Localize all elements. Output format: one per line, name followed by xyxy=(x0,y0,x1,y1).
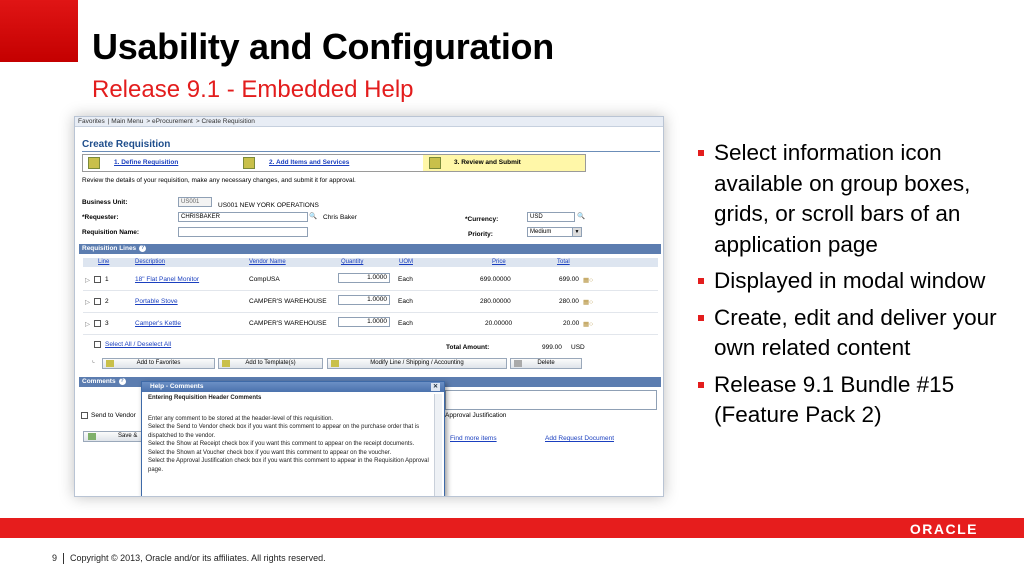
line-checkbox[interactable] xyxy=(94,298,101,305)
help-line: Select the Show at Receipt check box if you want this comment to appear on the receipt documents. xyxy=(148,441,415,447)
instructions-text: Review the details of your requisition, make any necessary changes, and submit it for approval. xyxy=(82,177,356,184)
line-vendor: CAMPER'S WAREHOUSE xyxy=(249,298,327,305)
help-heading: Entering Requisition Header Comments xyxy=(148,395,262,401)
breadcrumb-create-requisition[interactable]: Create Requisition xyxy=(201,118,255,125)
bullet-item: Select information icon available on group boxes, grids, or scroll bars of an application page xyxy=(696,138,1018,260)
line-price: 280.00000 xyxy=(480,298,511,305)
help-line: Select the Send to Vendor check box if you want this comment to appear on the purchase order that is dispatched to the vendor. xyxy=(148,424,420,439)
help-modal xyxy=(141,381,445,497)
business-unit-desc: US001 NEW YORK OPERATIONS xyxy=(218,202,319,209)
priority-value: Medium xyxy=(530,229,552,235)
add-request-document-link[interactable]: Add Request Document xyxy=(545,435,615,442)
footer xyxy=(52,553,326,564)
line-description-link[interactable]: Portable Stove xyxy=(135,298,178,305)
trash-icon xyxy=(514,360,522,367)
currency-label: *Currency: xyxy=(465,216,499,223)
help-scrollbar[interactable] xyxy=(434,394,442,496)
line-quantity-input[interactable]: 1.0000 xyxy=(338,295,390,305)
footer-separator xyxy=(63,553,64,564)
modify-line-button[interactable] xyxy=(327,358,507,369)
save-label: Save & xyxy=(118,433,138,439)
delete-button[interactable] xyxy=(510,358,582,369)
tree-connector-icon: ⌞ xyxy=(92,357,96,364)
delete-label: Delete xyxy=(537,360,555,366)
requester-lookup-icon[interactable]: 🔍 xyxy=(309,213,318,220)
oracle-logo: ORACLE xyxy=(909,521,978,537)
comments-textarea[interactable] xyxy=(445,390,657,410)
business-unit-label: Business Unit: xyxy=(82,199,128,206)
send-to-vendor-checkbox[interactable] xyxy=(81,412,88,419)
line-vendor: CompUSA xyxy=(249,276,280,283)
add-to-favorites-label: Add to Favorites xyxy=(136,360,181,366)
find-more-items-link[interactable]: Find more items xyxy=(450,435,497,442)
requisition-lines-title: Requisition Lines xyxy=(82,245,137,252)
app-screenshot xyxy=(74,116,664,497)
line-number: 1 xyxy=(105,276,109,283)
total-amount-label: Total Amount: xyxy=(446,344,490,351)
send-to-vendor-label: Send to Vendor xyxy=(91,412,136,419)
bullet-item: Create, edit and deliver your own related content xyxy=(696,303,1018,364)
requisition-lines-header xyxy=(79,244,661,254)
breadcrumb-favorites[interactable]: Favorites xyxy=(78,118,105,125)
save-icon xyxy=(88,433,96,440)
table-row xyxy=(83,313,658,335)
help-line: Select the Approval Justification check box if you want this comment to appear in the Requisition Approval page. xyxy=(148,458,429,473)
edit-icon xyxy=(331,360,339,367)
col-description[interactable]: Description xyxy=(135,259,166,265)
bullet-item: Displayed in modal window xyxy=(696,266,1018,297)
list-icon xyxy=(243,157,255,169)
copyright: Copyright © 2013, Oracle and/or its affiliates. All rights reserved. xyxy=(70,553,326,563)
star-icon xyxy=(106,360,114,367)
total-amount-value: 999.00 xyxy=(542,344,562,351)
expand-icon[interactable]: ▷ xyxy=(85,321,90,328)
currency-lookup-icon[interactable]: 🔍 xyxy=(577,213,586,220)
table-row xyxy=(83,269,658,291)
slide-subtitle: Release 9.1 - Embedded Help xyxy=(92,76,414,103)
total-amount-currency: USD xyxy=(571,344,585,351)
info-icon[interactable]: ? xyxy=(140,244,145,251)
col-uom[interactable]: UOM xyxy=(399,259,413,265)
lines-column-header xyxy=(83,258,658,267)
document-icon xyxy=(88,157,100,169)
help-line: Select the Shown at Voucher check box if you want this comment to appear on the voucher. xyxy=(148,449,392,456)
bullet-item: Release 9.1 Bundle #15 (Feature Pack 2) xyxy=(696,370,1018,431)
comment-icon[interactable]: ▦○ xyxy=(583,321,594,328)
col-vendor-name[interactable]: Vendor Name xyxy=(249,259,286,265)
info-icon[interactable]: ? xyxy=(120,377,124,384)
business-unit-field: US001 xyxy=(178,197,212,207)
select-all-checkbox[interactable] xyxy=(94,341,101,348)
requisition-name-input[interactable] xyxy=(178,227,308,237)
line-checkbox[interactable] xyxy=(94,276,101,283)
line-uom: Each xyxy=(398,298,413,305)
line-description-link[interactable]: 18" Flat Panel Monitor xyxy=(135,276,200,283)
page-number: 9 xyxy=(52,553,58,563)
checklist-icon xyxy=(429,157,441,169)
bullet-list xyxy=(696,138,1018,437)
breadcrumb-eprocurement[interactable]: eProcurement xyxy=(152,118,193,125)
expand-icon[interactable]: ▷ xyxy=(85,277,90,284)
help-modal-body xyxy=(148,394,430,474)
breadcrumb: Favorites | Main Menu > eProcurement > Create Requisition xyxy=(75,117,663,127)
select-all-link[interactable]: Select All / Deselect All xyxy=(105,341,172,348)
page-title: Create Requisition xyxy=(82,139,171,150)
footer-bar xyxy=(0,518,1024,538)
comment-icon[interactable]: ▦○ xyxy=(583,277,594,284)
line-quantity-input[interactable]: 1.0000 xyxy=(338,273,390,283)
modify-line-label: Modify Line / Shipping / Accounting xyxy=(370,360,464,366)
title-divider xyxy=(82,151,660,152)
step-train xyxy=(82,154,586,172)
step-add-items[interactable]: 2. Add Items and Services xyxy=(269,159,350,166)
add-to-template-label: Add to Template(s) xyxy=(245,360,296,366)
col-total[interactable]: Total xyxy=(557,259,570,265)
line-checkbox[interactable] xyxy=(94,320,101,327)
requester-name: Chris Baker xyxy=(323,214,357,221)
currency-input[interactable]: USD xyxy=(527,212,575,222)
line-total: 20.00 xyxy=(563,320,580,327)
col-quantity[interactable]: Quantity xyxy=(341,259,364,265)
line-total: 699.00 xyxy=(559,276,579,283)
requester-label: *Requester: xyxy=(82,214,119,221)
expand-icon[interactable]: ▷ xyxy=(85,299,90,306)
line-uom: Each xyxy=(398,320,413,327)
line-price: 699.00000 xyxy=(480,276,511,283)
col-price[interactable]: Price xyxy=(492,259,506,265)
comment-icon[interactable]: ▦○ xyxy=(583,299,594,306)
slide-title: Usability and Configuration xyxy=(92,26,554,67)
line-total: 280.00 xyxy=(559,298,579,305)
add-to-favorites-button[interactable] xyxy=(102,358,215,369)
comments-title: Comments xyxy=(82,378,116,385)
step-review-submit: 3. Review and Submit xyxy=(454,159,521,166)
help-line: Enter any comment to be stored at the header-level of this requisition. xyxy=(148,415,334,422)
priority-label: Priority: xyxy=(468,231,493,238)
save-button[interactable] xyxy=(83,431,143,442)
table-row xyxy=(83,291,658,313)
close-icon[interactable]: ✕ xyxy=(432,384,439,390)
breadcrumb-main-menu[interactable]: Main Menu xyxy=(111,118,144,125)
help-modal-title: Help - Comments xyxy=(150,383,204,390)
help-modal-titlebar xyxy=(142,382,444,392)
col-line[interactable]: Line xyxy=(98,259,110,265)
line-number: 2 xyxy=(105,298,109,305)
line-quantity-input[interactable]: 1.0000 xyxy=(338,317,390,327)
step-define-requisition[interactable]: 1. Define Requisition xyxy=(114,159,179,166)
brand-corner-block xyxy=(0,0,78,62)
template-icon xyxy=(222,360,230,367)
line-price: 20.00000 xyxy=(485,320,513,327)
line-vendor: CAMPER'S WAREHOUSE xyxy=(249,320,327,327)
line-description-link[interactable]: Camper's Kettle xyxy=(135,320,182,327)
chevron-down-icon: ▼ xyxy=(572,228,581,236)
line-number: 3 xyxy=(105,320,109,327)
priority-select[interactable] xyxy=(527,227,582,237)
requester-input[interactable]: CHRISBAKER xyxy=(178,212,308,222)
add-to-template-button[interactable] xyxy=(218,358,323,369)
line-uom: Each xyxy=(398,276,413,283)
requisition-name-label: Requisition Name: xyxy=(82,229,140,236)
approval-justification-label: Approval Justification xyxy=(445,412,507,419)
